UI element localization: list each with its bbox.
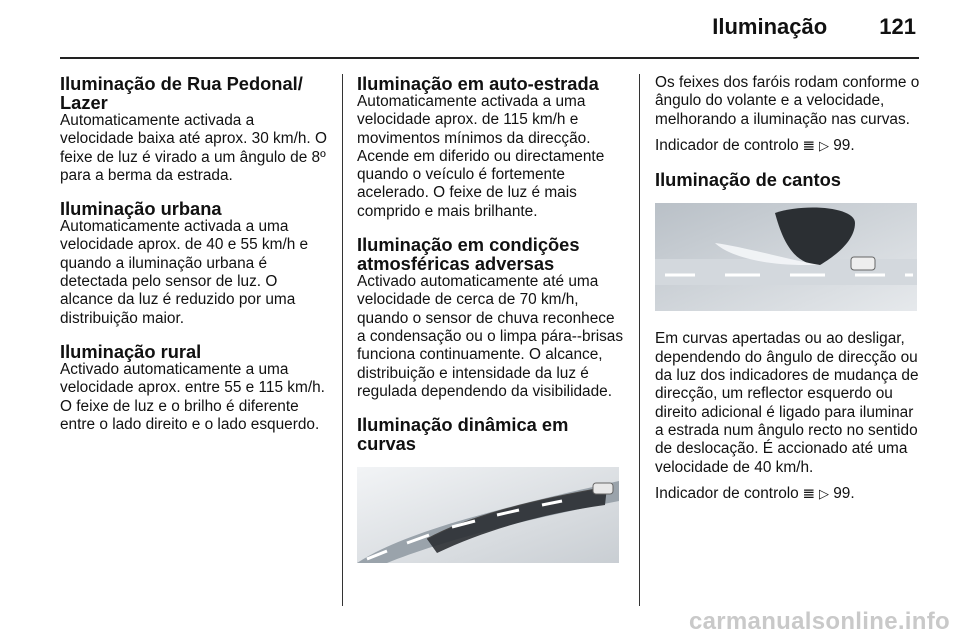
- column-divider: [342, 74, 343, 606]
- section-text: Activado automaticamente até uma velocidade de cerca de 70 km/h, quando o sensor de chuva reconhece a condensação ou o limpa pára--brisas funciona continuamente. O alcance, distribuição e intensidade da luz é regulada dependendo da visibilidade.: [357, 273, 624, 400]
- indicator-label: Indicador de controlo: [655, 136, 799, 154]
- section-heading: Iluminação em condições atmosféricas adversas: [357, 234, 580, 275]
- section-heading: Iluminação rural: [60, 340, 202, 362]
- column-divider: [639, 74, 640, 606]
- page-header: [60, 14, 916, 40]
- headlight-indicator-icon: 𝌆: [803, 486, 815, 502]
- section-text: Automaticamente activada a uma velocidade aprox. de 115 km/h e movimentos mínimos da direcção. Acende em diferido ou directamente quando o veículo é fortemente acelerado. O feixe de luz é mais comprido e mais brilhante.: [357, 93, 605, 220]
- header-rule: [60, 57, 919, 59]
- section-text: Automaticamente activada a uma velocidade aprox. de 40 e 55 km/h e quando a iluminação urbana é detectada pelo sensor de luz. O alcance da luz é reduzido por uma distribuição maior.: [60, 218, 309, 327]
- watermark: carmanualsonline.info: [688, 608, 950, 635]
- indicator-page-ref[interactable]: 99.: [833, 484, 855, 502]
- indicator-page-ref[interactable]: 99.: [833, 136, 855, 154]
- section-heading: Iluminação de cantos: [655, 169, 841, 191]
- paragraph-text: Em curvas apertadas ou ao desligar, dependendo do ângulo de direcção ou da luz dos indicadores de mudança de direcção, um reflector esquerdo ou direito adicional é ligado para iluminar a estrada num ângulo recto no sentido de deslocação. É accionado até uma velocidade de 40 km/h.: [655, 330, 919, 476]
- page-number: 121: [879, 14, 916, 39]
- headlight-indicator-icon: 𝌆: [803, 138, 815, 154]
- section-heading: Iluminação de Rua Pedonal/ Lazer: [60, 73, 303, 113]
- column-2: [357, 74, 625, 568]
- column-1: [60, 74, 328, 434]
- dynamic-curve-lighting-illustration: [357, 467, 619, 563]
- section-text: Automaticamente activada a velocidade baixa até aprox. 30 km/h. O feixe de luz é virado a um ângulo de 8º para a berma da estrada.: [60, 112, 327, 184]
- indicator-reference: [655, 137, 923, 156]
- corner-lighting-illustration: [655, 203, 917, 311]
- indicator-label: Indicador de controlo: [655, 484, 799, 502]
- paragraph-text: Os feixes dos faróis rodam conforme o ângulo do volante e a velocidade, melhorando a iluminação nas curvas.: [655, 74, 920, 128]
- section-heading: Iluminação urbana: [60, 198, 222, 220]
- page-reference-arrow-icon: ▷: [818, 138, 829, 154]
- section-heading: Iluminação dinâmica em curvas: [357, 414, 569, 455]
- section-text: Activado automaticamente a uma velocidade aprox. entre 55 e 115 km/h. O feixe de luz e o brilho é diferente entre o lado direito e o lado esquerdo.: [60, 360, 325, 433]
- page-reference-arrow-icon: ▷: [818, 486, 829, 502]
- indicator-reference: [655, 485, 923, 504]
- section-heading: Iluminação em auto-estrada: [357, 73, 599, 94]
- column-3: [655, 74, 923, 504]
- page-title: Iluminação: [712, 14, 828, 39]
